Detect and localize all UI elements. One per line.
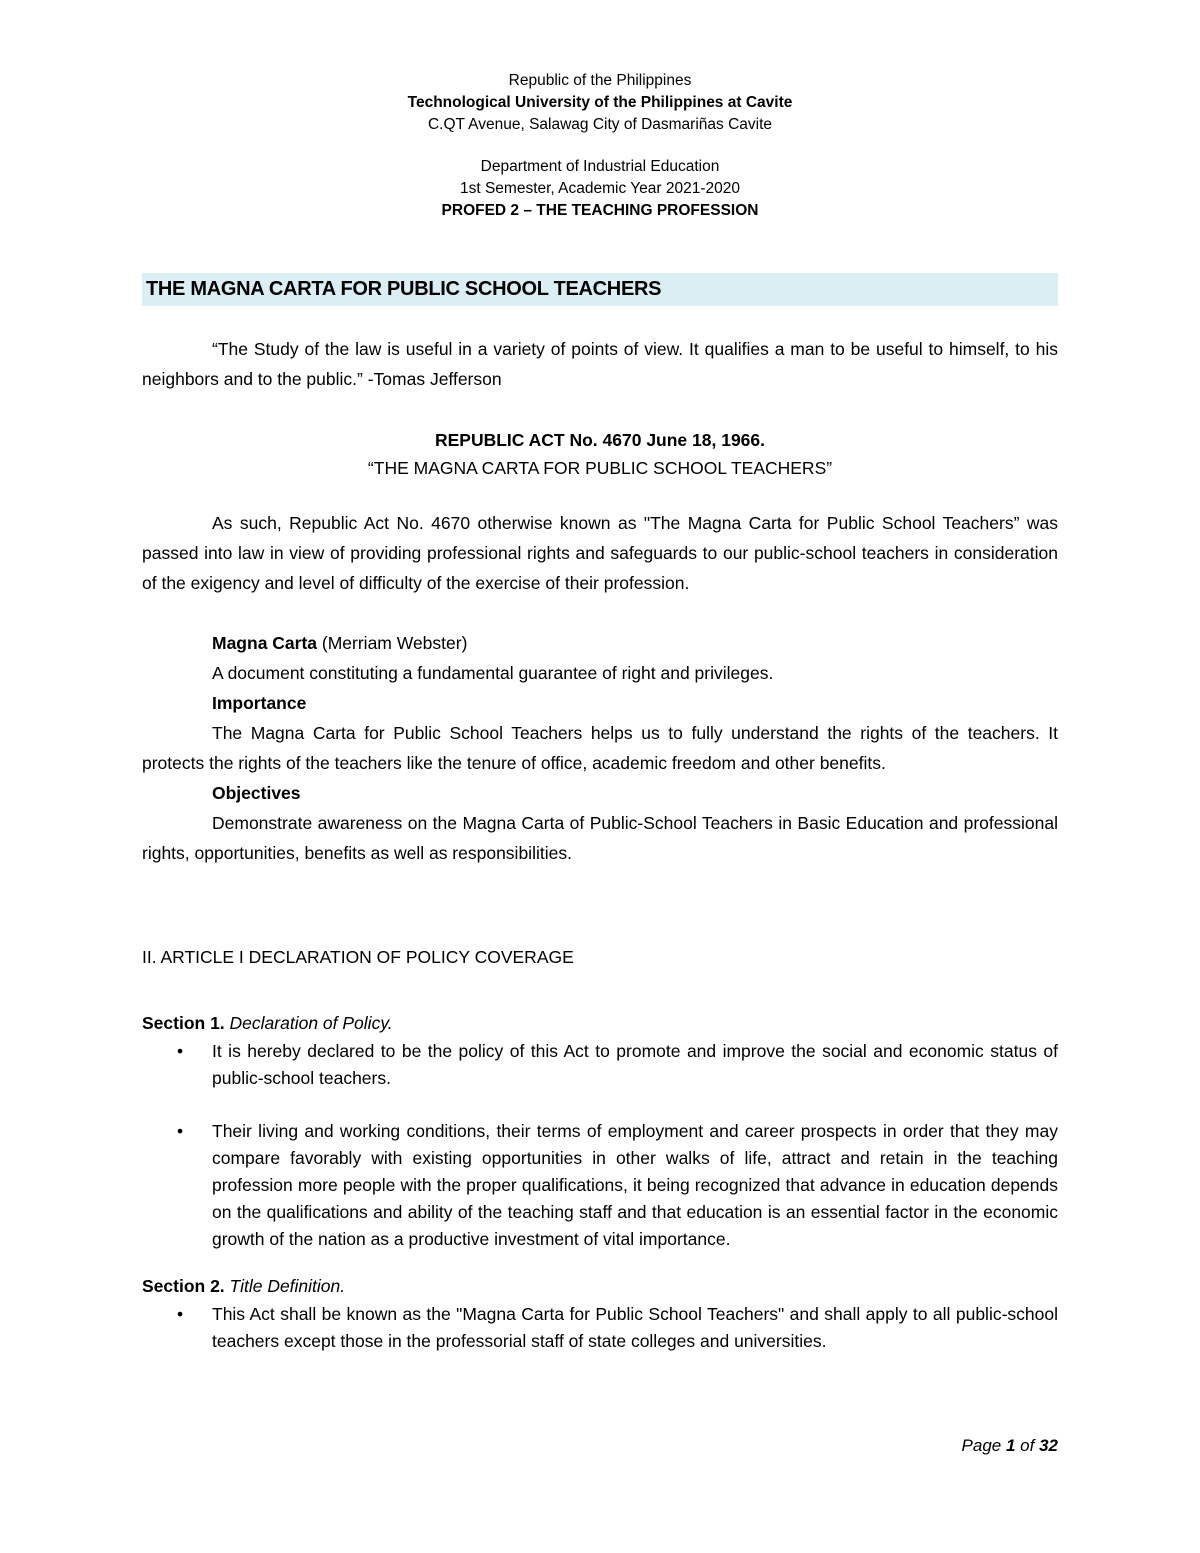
header-republic: Republic of the Philippines (508, 72, 692, 89)
document-content (142, 70, 1058, 1355)
definition-source: (Merriam Webster) (317, 633, 468, 653)
list-item (142, 1301, 1058, 1355)
definition-term-line (142, 628, 1058, 658)
page-total: 32 (1039, 1436, 1058, 1455)
republic-act-subtitle: “THE MAGNA CARTA FOR PUBLIC SCHOOL TEACHERS” (367, 458, 833, 478)
section2-label: Section 2. (142, 1276, 225, 1296)
section1-bullets (142, 1038, 1058, 1253)
importance-text: The Magna Carta for Public School Teachers helps us to fully understand the rights of the teachers. It protects the rights of the teachers like the tenure of office, academic freedom and other benefits. (142, 723, 1058, 773)
header-address: C.QT Avenue, Salawag City of Dasmariñas Cavite (427, 116, 773, 133)
section1-title: Declaration of Policy. (229, 1013, 393, 1033)
bullet-icon: • (177, 1041, 184, 1061)
page-number (962, 1436, 1058, 1456)
header-department: Department of Industrial Education (480, 158, 720, 175)
section2-title: Title Definition. (229, 1276, 346, 1296)
definition-text: A document constituting a fundamental guarantee of right and privileges. (212, 663, 774, 683)
article-heading: II. ARTICLE I DECLARATION OF POLICY COVERAGE (142, 947, 574, 967)
as-such-paragraph: As such, Republic Act No. 4670 otherwise known as "The Magna Carta for Public School Teachers” was passed into law in view of providing professional rights and safeguards to our public-school teachers in consideration of the exigency and level of difficulty of the exercise of their profession. (142, 513, 1058, 593)
definition-term: Magna Carta (212, 633, 318, 653)
republic-act-heading (142, 426, 1058, 482)
page-of-word: of (1015, 1436, 1040, 1455)
header-course: PROFED 2 – THE TEACHING PROFESSION (441, 202, 759, 219)
page-word: Page (961, 1436, 1006, 1455)
document-header (142, 70, 1058, 222)
bullet-icon: • (177, 1121, 184, 1141)
importance-heading: Importance (212, 693, 307, 713)
section2-heading (142, 1271, 1058, 1301)
bullet-text: It is hereby declared to be the policy of this Act to promote and improve the social and economic status of public-school teachers. (212, 1041, 1058, 1088)
bullet-text: This Act shall be known as the "Magna Carta for Public School Teachers" and shall apply to all public-school teachers except those in the professorial staff of state colleges and universities. (212, 1304, 1058, 1351)
bullet-text: Their living and working conditions, their terms of employment and career prospects in order that they may compare favorably with existing opportunities in other walks of life, attract and retain in the teaching profession more people with the proper qualifications, it being recognized that advance in education depends on the qualifications and ability of the teaching staff and that education is an essential factor in the economic growth of the nation as a productive investment of vital importance. (212, 1121, 1058, 1249)
objectives-text: Demonstrate awareness on the Magna Carta of Public-School Teachers in Basic Education and professional rights, opportunities, benefits as well as responsibilities. (142, 813, 1058, 863)
list-item (142, 1038, 1058, 1092)
list-item (142, 1118, 1058, 1253)
page-current: 1 (1005, 1436, 1016, 1455)
document-title: THE MAGNA CARTA FOR PUBLIC SCHOOL TEACHERS (142, 273, 1058, 306)
section1-label: Section 1. (142, 1013, 225, 1033)
section2-bullets (142, 1301, 1058, 1355)
republic-act-title: REPUBLIC ACT No. 4670 June 18, 1966. (434, 430, 766, 450)
jefferson-quote: “The Study of the law is useful in a variety of points of view. It qualifies a man to be useful to himself, to his neighbors and to the public.” -Tomas Jefferson (142, 339, 1058, 389)
section1-heading (142, 1008, 1058, 1038)
objectives-heading: Objectives (212, 783, 301, 803)
definitions-block (142, 628, 1058, 868)
header-university: Technological University of the Philippines at Cavite (407, 94, 793, 111)
header-semester: 1st Semester, Academic Year 2021-2020 (459, 180, 741, 197)
bullet-icon: • (177, 1304, 184, 1324)
